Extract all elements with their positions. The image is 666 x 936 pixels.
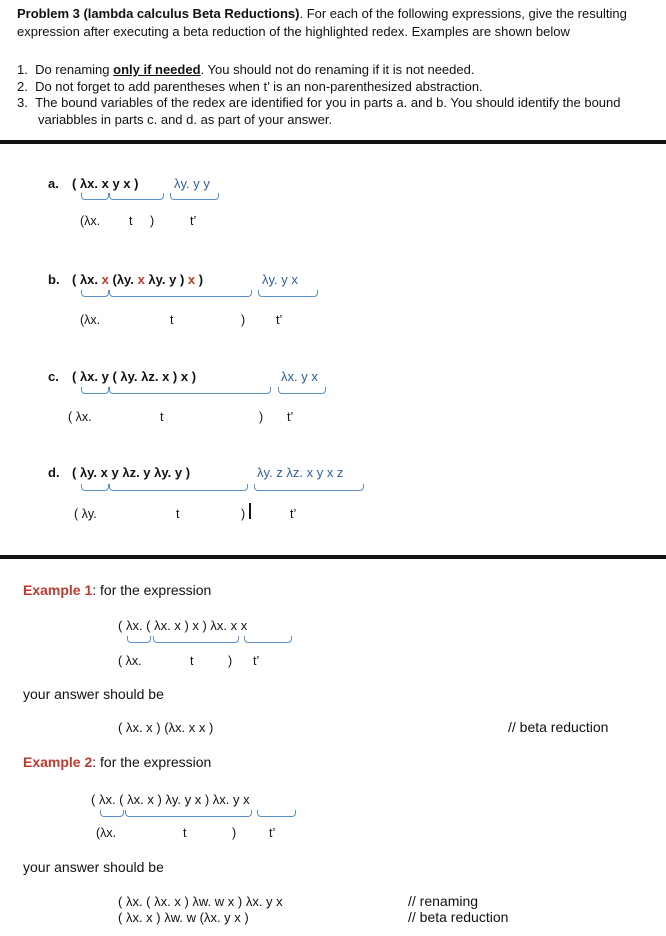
part-b-bound-x2: x <box>137 272 145 287</box>
part-a-letter: a. <box>48 176 59 191</box>
part-b-argument: λy. y x <box>262 272 298 287</box>
part-c-label-close: ) <box>259 410 264 424</box>
part-c-arg-bracket <box>278 387 326 394</box>
part-a-label-lx: (λx. <box>80 214 101 228</box>
text-cursor <box>249 503 251 519</box>
example-1-arg-bracket <box>244 636 292 643</box>
example-2-heading-rest: : for the expression <box>92 754 212 770</box>
rule-1-number: 1. <box>17 62 28 77</box>
example-2-answer-line1: ( λx. ( λx. x ) λw. w x ) λx. y x <box>118 894 283 909</box>
part-a-label-t: t <box>129 214 133 228</box>
part-c-label-lx: ( λx. <box>68 410 92 424</box>
example-1-body-bracket <box>153 636 239 643</box>
example-1-answer-intro: your answer should be <box>23 686 164 702</box>
part-d-label-lx: ( λy. <box>74 507 97 521</box>
part-c-expression: ( λx. y ( λy. λz. x ) x ) <box>72 369 197 384</box>
problem-title <box>17 6 627 21</box>
example-1-label-t: t <box>190 654 194 668</box>
rule-3 <box>17 95 620 110</box>
part-a-body-bracket <box>109 193 164 200</box>
rule-1-emphasis: only if needed <box>113 62 201 77</box>
example-2-binder-bracket <box>100 810 124 817</box>
part-c-label-t: t <box>160 410 164 424</box>
rule-1 <box>17 62 474 77</box>
example-2-label-close: ) <box>232 826 237 840</box>
problem-title-bold: Problem 3 (lambda calculus Beta Reductions) <box>17 6 300 21</box>
example-2-label-tprime: t’ <box>269 826 276 840</box>
rule-3-line2: variabbles in parts c. and d. as part of your answer. <box>38 112 333 127</box>
part-b-label-close: ) <box>241 313 246 327</box>
part-a-expression: ( λx. x y x ) <box>72 176 139 191</box>
example-1-heading-label: Example 1 <box>23 582 93 598</box>
part-a-label-close: ) <box>150 214 155 228</box>
example-1-label-lx: ( λx. <box>118 654 142 668</box>
part-b-body-bracket <box>109 290 252 297</box>
part-b-seg3: λy. y ) <box>144 272 188 287</box>
part-a-arg-bracket <box>170 193 219 200</box>
rule-1-post: . You should not do renaming if it is not needed. <box>200 62 475 77</box>
part-d-label-t: t <box>176 507 180 521</box>
rule-3-number: 3. <box>17 95 28 110</box>
part-b-letter: b. <box>48 272 60 287</box>
example-1-label-tprime: t’ <box>253 654 260 668</box>
example-2-comment-2: // beta reduction <box>408 909 509 925</box>
example-2-heading <box>23 754 211 770</box>
example-2-body-bracket <box>125 810 252 817</box>
example-1-binder-bracket <box>127 636 151 643</box>
part-b-seg4: ) <box>195 272 204 287</box>
part-d-expression: ( λy. x y λz. y λy. y ) <box>72 465 191 480</box>
part-b-expression <box>72 272 203 287</box>
example-1-heading <box>23 582 211 598</box>
part-b-label-t: t <box>170 313 174 327</box>
rule-3-text: The bound variables of the redex are identified for you in parts a. and b. You should identify the bound <box>35 95 621 110</box>
example-2-expression: ( λx. ( λx. x ) λy. y x ) λx. y x <box>91 792 250 807</box>
part-c-label-tprime: t’ <box>287 410 294 424</box>
example-2-answer-line2: ( λx. x ) λw. w (λx. y x ) <box>118 910 249 925</box>
example-2-label-t: t <box>183 826 187 840</box>
example-1-label-close: ) <box>228 654 233 668</box>
example-2-answer-intro: your answer should be <box>23 859 164 875</box>
rule-1-pre: Do renaming <box>35 62 114 77</box>
problem-title-rest: . For each of the following expressions, give the resulting <box>299 6 627 21</box>
example-1-expression: ( λx. ( λx. x ) x ) λx. x x <box>118 618 248 633</box>
top-divider <box>0 140 666 144</box>
part-b-binder-bracket <box>81 290 109 297</box>
example-1-comment: // beta reduction <box>508 719 609 735</box>
part-b-bound-x3: x <box>187 272 196 287</box>
part-a-binder-bracket <box>81 193 109 200</box>
example-2-arg-bracket <box>257 810 296 817</box>
part-d-label-close: ) <box>241 507 246 521</box>
part-d-binder-bracket <box>81 484 109 491</box>
example-1-answer: ( λx. x ) (λx. x x ) <box>118 720 214 735</box>
part-b-bound-x1: x <box>101 272 109 287</box>
part-b-label-lx: (λx. <box>80 313 101 327</box>
rule-2-number: 2. <box>17 79 28 94</box>
part-c-binder-bracket <box>81 387 109 394</box>
part-a-argument: λy. y y <box>174 176 210 191</box>
example-1-heading-rest: : for the expression <box>92 582 212 598</box>
bottom-divider <box>0 555 666 559</box>
part-a-label-tprime: t’ <box>190 214 197 228</box>
part-b-label-tprime: t’ <box>276 313 283 327</box>
part-c-body-bracket <box>109 387 271 394</box>
part-c-argument: λx. y x <box>281 369 318 384</box>
part-b-arg-bracket <box>258 290 318 297</box>
part-d-letter: d. <box>48 465 60 480</box>
part-d-arg-bracket <box>254 484 364 491</box>
example-2-label-lx: (λx. <box>96 826 117 840</box>
example-2-heading-label: Example 2 <box>23 754 93 770</box>
rule-2 <box>17 79 483 94</box>
part-b-seg2: (λy. <box>108 272 134 287</box>
rule-2-text: Do not forget to add parentheses when t’ is an non-parenthesized abstraction. <box>35 79 483 94</box>
part-c-letter: c. <box>48 369 59 384</box>
problem-title-line2: expression after executing a beta reduction of the highlighted redex. Examples are shown below <box>17 24 570 39</box>
part-d-label-tprime: t’ <box>290 507 297 521</box>
part-d-argument: λy. z λz. x y x z <box>257 465 344 480</box>
part-d-body-bracket <box>109 484 248 491</box>
example-2-comment-1: // renaming <box>408 893 479 909</box>
part-b-seg1: ( λx. <box>72 272 99 287</box>
